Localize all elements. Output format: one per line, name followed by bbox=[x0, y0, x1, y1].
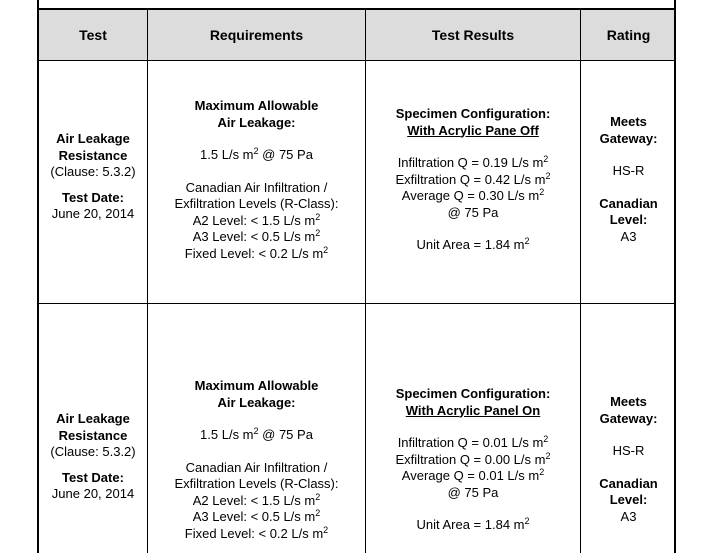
test-name-line2: Resistance bbox=[58, 427, 128, 443]
meets-gateway-label-line2: Gateway: bbox=[599, 130, 658, 146]
row2-requirements-cell bbox=[148, 378, 365, 542]
row1-rating-cell bbox=[581, 114, 676, 245]
pressure-value: @ 75 Pa bbox=[447, 484, 499, 500]
average-value: Average Q = 0.30 L/s $m^2$ bbox=[401, 187, 545, 203]
test-name: Air Leakage bbox=[56, 411, 130, 426]
canadian-level-label-line2: Level: bbox=[609, 492, 648, 507]
clause-reference: (Clause: 5.3.2) bbox=[50, 164, 136, 179]
header-test: Test bbox=[79, 26, 107, 43]
header-test-results: Test Results bbox=[431, 26, 515, 43]
meets-gateway-label: Meets bbox=[610, 114, 647, 129]
specimen-config-label: Specimen Configuration: bbox=[395, 386, 551, 401]
exfiltration-value: Exfiltration Q = 0.00 L/s $m^2$ bbox=[395, 450, 551, 467]
a2-level: A2 Level: < 1.5 L/s $m^2$ bbox=[192, 491, 321, 508]
row-divider bbox=[39, 303, 674, 304]
row2-rating-cell bbox=[581, 394, 676, 525]
header-bottom-border bbox=[39, 60, 674, 61]
unit-area: Unit Area = 1.84 $m^2$ bbox=[416, 516, 530, 532]
canadian-levels-title-line2: Exfiltration Levels (R-Class): bbox=[174, 196, 339, 211]
test-name: Air Leakage bbox=[56, 131, 130, 146]
max-leakage-value: 1.5 L/s $m^2$ @ 75 Pa bbox=[200, 426, 313, 442]
meets-gateway-label: Meets bbox=[610, 394, 647, 409]
test-date-label: Test Date: bbox=[62, 469, 124, 485]
gateway-rating: HS-R bbox=[612, 443, 645, 458]
clause-reference: (Clause: 5.3.2) bbox=[50, 444, 136, 459]
requirement-title-line2: Air Leakage: bbox=[217, 114, 296, 130]
infiltration-value: Infiltration Q = 0.19 L/s $m^2$ bbox=[397, 154, 549, 170]
canadian-levels-title-line2: Exfiltration Levels (R-Class): bbox=[174, 476, 339, 491]
canadian-level-rating: A3 bbox=[620, 228, 637, 244]
fixed-level: Fixed Level: < 0.2 L/s $m^2$ bbox=[184, 244, 329, 261]
row1-requirements-cell bbox=[148, 98, 365, 262]
requirement-title: Maximum Allowable bbox=[194, 378, 319, 393]
a3-level: A3 Level: < 0.5 L/s $m^2$ bbox=[192, 228, 321, 244]
pressure-value: @ 75 Pa bbox=[447, 204, 499, 220]
test-date-label: Test Date: bbox=[62, 189, 124, 205]
header-requirements: Requirements bbox=[209, 26, 304, 43]
row2-test-cell bbox=[39, 411, 147, 503]
test-date: June 20, 2014 bbox=[51, 486, 135, 501]
canadian-levels-title: Canadian Air Infiltration / bbox=[185, 459, 328, 475]
gateway-rating: HS-R bbox=[612, 163, 645, 178]
meets-gateway-label-line2: Gateway: bbox=[599, 410, 658, 426]
canadian-level-label: Canadian bbox=[599, 195, 658, 211]
row1-test-cell bbox=[39, 131, 147, 223]
row2-results-cell bbox=[366, 386, 580, 534]
specimen-config-value: With Acrylic Panel On bbox=[405, 402, 541, 418]
specimen-config-label: Specimen Configuration: bbox=[395, 106, 551, 121]
test-results-table bbox=[37, 0, 676, 553]
exfiltration-value: Exfiltration Q = 0.42 L/s $m^2$ bbox=[395, 170, 551, 187]
canadian-level-label: Canadian bbox=[599, 475, 658, 491]
canadian-levels-title: Canadian Air Infiltration / bbox=[185, 179, 328, 195]
max-leakage-value: 1.5 L/s $m^2$ @ 75 Pa bbox=[200, 146, 313, 162]
a2-level: A2 Level: < 1.5 L/s $m^2$ bbox=[192, 211, 321, 228]
test-name-line2: Resistance bbox=[58, 147, 128, 163]
a3-level: A3 Level: < 0.5 L/s $m^2$ bbox=[192, 508, 321, 524]
requirement-title: Maximum Allowable bbox=[194, 98, 319, 113]
test-date: June 20, 2014 bbox=[51, 206, 135, 221]
header-rating: Rating bbox=[606, 26, 651, 43]
average-value: Average Q = 0.01 L/s $m^2$ bbox=[401, 467, 545, 483]
infiltration-value: Infiltration Q = 0.01 L/s $m^2$ bbox=[397, 434, 549, 450]
fixed-level: Fixed Level: < 0.2 L/s $m^2$ bbox=[184, 524, 329, 541]
requirement-title-line2: Air Leakage: bbox=[217, 394, 296, 410]
specimen-config-value: With Acrylic Pane Off bbox=[407, 122, 539, 138]
row1-results-cell bbox=[366, 106, 580, 254]
canadian-level-label-line2: Level: bbox=[609, 212, 648, 227]
canadian-level-rating: A3 bbox=[620, 508, 637, 524]
unit-area: Unit Area = 1.84 $m^2$ bbox=[416, 236, 530, 252]
